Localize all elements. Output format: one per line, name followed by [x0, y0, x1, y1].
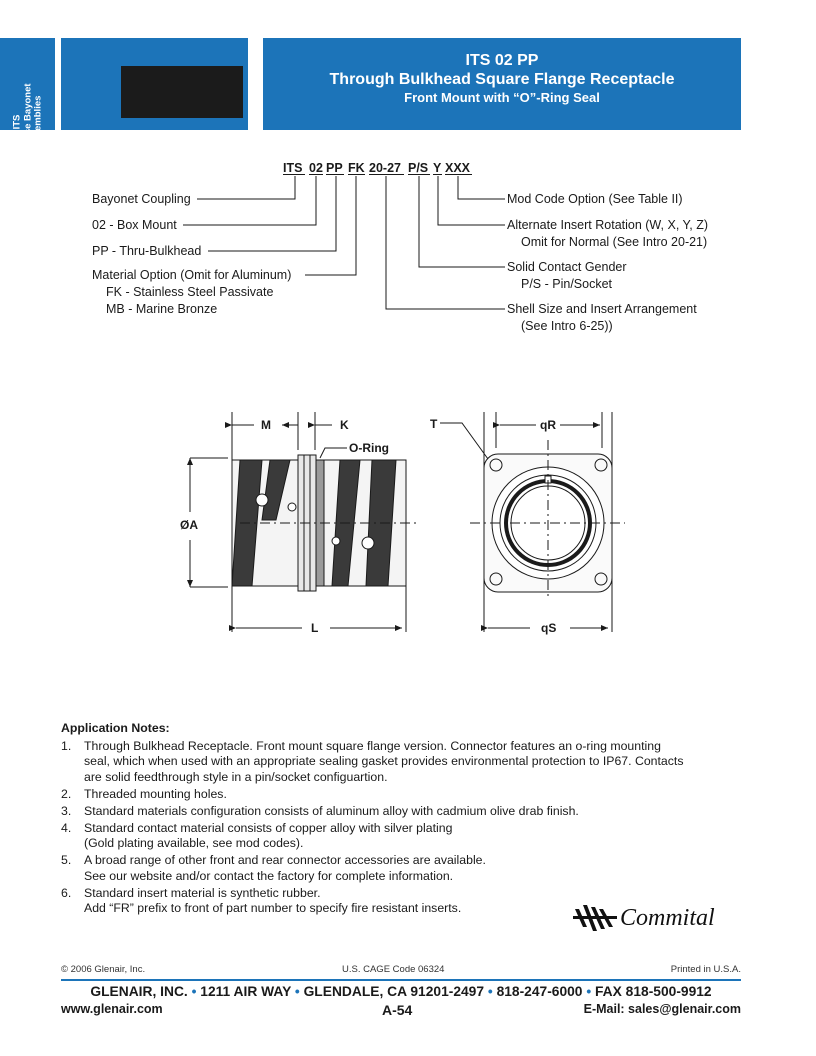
note-text: A broad range of other front and rear connector accessories are available. See our website and/or contact the factory for complete information. — [84, 853, 486, 883]
callout-shell-2: (See Intro 6-25)) — [521, 319, 613, 333]
dim-l: L — [311, 621, 319, 635]
printed-in: Printed in U.S.A. — [670, 964, 741, 975]
company-name: GLENAIR, INC. — [90, 984, 188, 999]
side-tab-line-3: Assemblies — [32, 95, 44, 149]
website-link[interactable]: www.glenair.com — [61, 1002, 163, 1016]
note-item — [61, 739, 751, 786]
callout-thru-bulkhead: PP - Thru-Bulkhead — [92, 244, 202, 258]
note-text: Standard contact material consists of copper alloy with silver plating (Gold plating available, see mod codes). — [84, 820, 453, 850]
cage-code: U.S. CAGE Code 06324 — [342, 964, 445, 975]
email-link[interactable]: E-Mail: sales@glenair.com — [583, 1002, 741, 1016]
part-number-diagram — [0, 150, 816, 340]
street: 1211 AIR WAY — [200, 984, 292, 999]
commital-name: Commital — [620, 904, 715, 931]
label-t: T — [430, 417, 438, 431]
callout-bayonet: Bayonet Coupling — [92, 192, 191, 206]
application-notes — [61, 721, 751, 918]
title-banner — [263, 38, 741, 130]
side-tab-line-2: Reverse Bayonet — [21, 83, 33, 161]
pn-pp: PP — [326, 161, 343, 175]
dim-k: K — [340, 418, 349, 432]
phone: 818-247-6000 — [496, 984, 583, 999]
pn-its: ITS — [283, 161, 303, 175]
notes-title: Application Notes: — [61, 721, 170, 735]
side-tab — [0, 38, 55, 161]
bullet-icon: • — [487, 984, 493, 999]
callout-gender-2: P/S - Pin/Socket — [521, 277, 613, 291]
note-item — [61, 821, 751, 852]
callout-material-fk: FK - Stainless Steel Passivate — [106, 285, 274, 299]
dim-dia-a: ØA — [180, 518, 198, 532]
fax: FAX 818-500-9912 — [595, 984, 712, 999]
callout-box-mount: 02 - Box Mount — [92, 218, 177, 232]
callout-material: Material Option (Omit for Aluminum) — [92, 268, 292, 282]
page-subtitle-2: Front Mount with “O”-Ring Seal — [404, 90, 600, 105]
note-item — [61, 787, 751, 803]
commital-logo — [573, 900, 715, 936]
bullet-icon: • — [586, 984, 592, 999]
dim-m: M — [261, 418, 271, 432]
note-number: 1. — [61, 738, 72, 753]
commital-mark-icon — [573, 901, 617, 935]
callout-rotation-2: Omit for Normal (See Intro 20-21) — [521, 235, 708, 249]
bullet-icon: • — [191, 984, 197, 999]
callout-gender: Solid Contact Gender — [507, 260, 627, 274]
note-item — [61, 853, 751, 884]
note-text: Standard materials configuration consists of aluminum alloy with cadmium olive drab finish. — [84, 803, 579, 818]
pn-material: FK — [348, 161, 365, 175]
pn-rotation: Y — [433, 161, 442, 175]
pn-gender: P/S — [408, 161, 429, 175]
footer-address — [61, 984, 741, 999]
page-subtitle: Through Bulkhead Square Flange Receptacle — [329, 71, 675, 88]
connector-drawing — [0, 400, 816, 650]
pn-modcode: XXX — [445, 161, 471, 175]
callout-rotation: Alternate Insert Rotation (W, X, Y, Z) — [507, 218, 709, 232]
page-number: A-54 — [382, 1002, 413, 1018]
logo-panel — [61, 38, 248, 130]
pn-02: 02 — [309, 161, 323, 175]
note-number: 6. — [61, 885, 72, 900]
note-text: Threaded mounting holes. — [84, 786, 227, 801]
note-number: 5. — [61, 853, 72, 867]
note-number: 3. — [61, 803, 72, 818]
dim-qs: qS — [541, 621, 557, 635]
note-text: Standard insert material is synthetic rubber. Add “FR” prefix to front of part number to specify fire resistant inserts. — [84, 885, 462, 915]
side-tab-line-1: ITS — [11, 114, 23, 130]
label-o-ring: O-Ring — [349, 441, 389, 455]
city: GLENDALE, CA 91201-2497 — [303, 984, 485, 999]
dim-qr: qR — [540, 418, 556, 432]
logo-image — [121, 66, 243, 118]
note-text: Through Bulkhead Receptacle. Front mount square flange version. Connector features an o-ring mounting seal, which when used with an appropriate sealing gasket provides environmental protection to IP67. Contacts are solid feedthrough style in a pin/socket configuartion. — [84, 738, 684, 784]
copyright: © 2006 Glenair, Inc. — [61, 964, 146, 975]
footer-rule — [61, 979, 741, 981]
callout-material-mb: MB - Marine Bronze — [106, 302, 218, 316]
pn-shell: 20-27 — [369, 161, 401, 175]
callout-shell: Shell Size and Insert Arrangement — [507, 302, 697, 316]
callout-mod-code: Mod Code Option (See Table II) — [507, 192, 683, 206]
note-number: 2. — [61, 786, 72, 801]
bullet-icon: • — [294, 984, 300, 999]
page-title: ITS 02 PP — [465, 52, 539, 69]
note-number: 4. — [61, 820, 72, 835]
note-item — [61, 804, 751, 820]
